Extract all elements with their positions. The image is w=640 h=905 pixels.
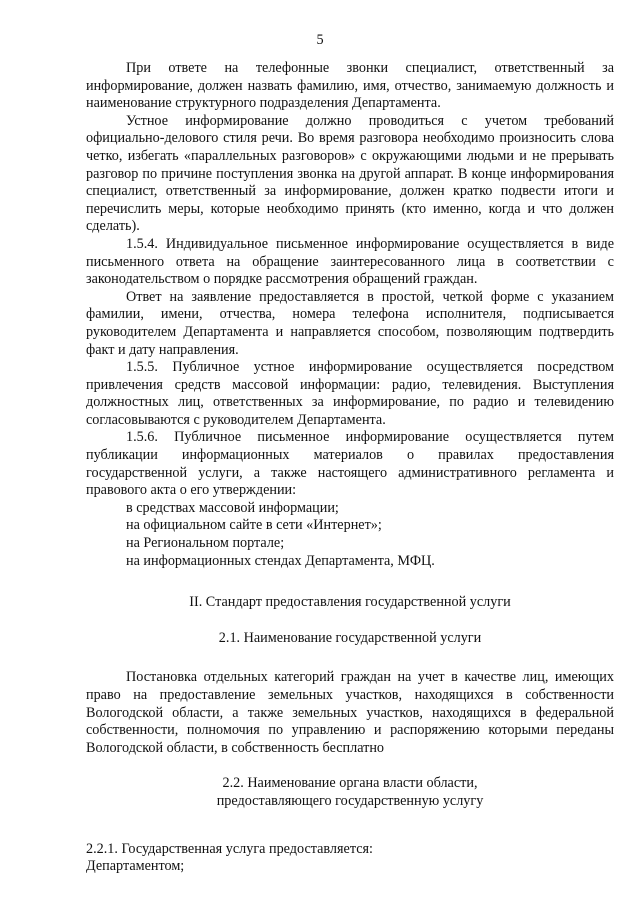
document-body: [86, 60, 614, 876]
list-item: на официальном сайте в сети «Интернет»;: [126, 517, 382, 534]
paragraph-1-5-4: 1.5.4. Индивидуальное письменное информирование осуществляется в виде письменного ответа на обращение заинтересованного лица в соответствии с законодательством о порядке рассмотрения обращений граждан.: [86, 235, 614, 288]
list-item: на информационных стендах Департамента, МФЦ.: [126, 552, 435, 569]
paragraph-oral-informing: Устное информирование должно проводиться с учетом требований официально-делового стиля речи. Во время разговора необходимо произносить слова четко, избегать «параллельных разговоров» с окружающими людьми и не прерывать разговор по причине поступления звонка на другой аппарат. В конце информирования специалист, ответственный за информирование, должен кратко подвести итоги и перечислить меры, которые необходимо принять (кто именно, когда и что должен сделать).: [86, 112, 614, 235]
page-number: 5: [316, 32, 324, 48]
section-heading: II. Стандарт предоставления государственной услуги: [189, 594, 511, 611]
paragraph-phone-answer: При ответе на телефонные звонки специалист, ответственный за информирование, должен назвать фамилию, имя, отчество, занимаемую должность и наименование структурного подразделения Департамента.: [86, 60, 614, 112]
subsection-heading-2-1: 2.1. Наименование государственной услуги: [218, 629, 482, 646]
service-name-paragraph: Постановка отдельных категорий граждан на учет в качестве лиц, имеющих право на предоставление земельных участков, находящихся в собственности Вологодской области, а также земельных участков, находящихся в федеральной собственности, полномочия по управлению и распоряжению которыми переданы Вологодской области, в собственность бесплатно: [86, 669, 614, 756]
paragraph-2-2-1: 2.2.1. Государственная услуга предоставляется:: [86, 840, 373, 857]
paragraph-department: Департаментом;: [86, 858, 185, 875]
subsection-heading-2-2-line1: 2.2. Наименование органа власти области,: [222, 775, 478, 792]
paragraph-answer-form: Ответ на заявление предоставляется в простой, четкой форме с указанием фамилии, имени, отчества, номера телефона исполнителя, подписывается руководителем Департамента и направляется способом, позволяющим подтвердить факт и дату направления.: [86, 288, 614, 358]
list-item: в средствах массовой информации;: [126, 499, 339, 516]
paragraph-1-5-6: 1.5.6. Публичное письменное информирование осуществляется путем публикации информационных материалов о правилах предоставления государственной услуги, а также настоящего административного регламента и правового акта о его утверждении:: [86, 429, 614, 499]
subsection-heading-2-2-line2: предоставляющего государственную услугу: [216, 792, 484, 809]
list-item: на Региональном портале;: [126, 535, 285, 552]
paragraph-1-5-5: 1.5.5. Публичное устное информирование осуществляется посредством привлечения средств массовой информации: радио, телевидения. Выступления должностных лиц, ответственных за информирование, по радио и телевидению согласовываются с руководителем Департамента.: [86, 359, 614, 428]
